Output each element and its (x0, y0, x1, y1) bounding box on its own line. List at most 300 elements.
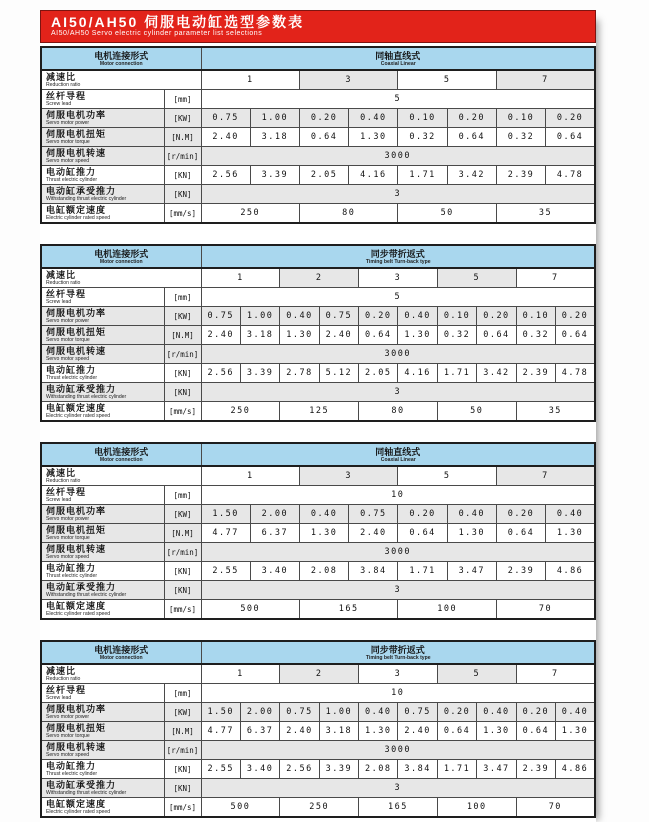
label-ratio-en: Reduction ratio (46, 676, 81, 682)
row-ratio (41, 70, 595, 90)
cell-lead: 5 (201, 288, 595, 307)
label-torque-zh: 伺服电机扭矩 (46, 723, 107, 733)
cell-thrust-9: 4.86 (556, 760, 595, 779)
label-power-en: Servo motor power (46, 714, 90, 720)
cell-thrust-5: 3.42 (447, 166, 496, 185)
cell-power-5: 0.75 (398, 703, 437, 722)
cell-torque-5: 1.30 (398, 326, 437, 345)
unit-thrust: [KN] (164, 760, 201, 779)
cell-rated-2: 80 (359, 402, 438, 422)
cell-power-7: 0.40 (546, 505, 595, 524)
motor-connection-header (41, 47, 201, 70)
row-withstand (41, 383, 595, 402)
cell-thrust-3: 4.16 (349, 166, 398, 185)
cell-torque-8: 0.64 (516, 722, 555, 741)
cell-thrust-4: 1.71 (398, 166, 447, 185)
cell-torque-4: 0.64 (359, 326, 398, 345)
motor-connection-header (41, 245, 201, 268)
label-speed-zh: 伺服电机转速 (46, 346, 107, 356)
spec-table-3 (40, 442, 596, 620)
row-label-torque (41, 524, 164, 543)
row-power (41, 505, 595, 524)
row-label-thrust (41, 364, 164, 383)
cell-torque-7: 1.30 (477, 722, 516, 741)
label-speed-en: Servo motor speed (46, 158, 90, 164)
cell-thrust-4: 2.05 (359, 364, 398, 383)
cell-lead: 5 (201, 90, 595, 109)
motor-connection-en: Motor connection (99, 654, 143, 661)
cell-torque-4: 0.64 (398, 524, 447, 543)
title-banner (40, 10, 596, 43)
label-power-en: Servo motor power (46, 120, 90, 126)
row-torque (41, 524, 595, 543)
cell-thrust-0: 2.56 (201, 166, 250, 185)
label-withstand-en: Withstanding thrust electric cylinder (46, 790, 127, 796)
row-ratio (41, 268, 595, 288)
cell-torque-2: 0.64 (299, 128, 348, 147)
row-lead (41, 288, 595, 307)
row-thrust (41, 166, 595, 185)
row-power (41, 703, 595, 722)
row-speed (41, 345, 595, 364)
cell-rated-4: 70 (516, 798, 595, 818)
cell-thrust-7: 3.47 (477, 760, 516, 779)
unit-rated: [mm/s] (164, 204, 201, 224)
cell-withstand: 3 (201, 779, 595, 798)
cell-torque-1: 3.18 (250, 128, 299, 147)
row-speed (41, 147, 595, 166)
row-label-thrust (41, 562, 164, 581)
label-thrust-en: Thrust electric cylinder (46, 573, 98, 579)
label-power-zh: 伺服电机功率 (46, 308, 107, 318)
row-ratio (41, 664, 595, 684)
cell-torque-5: 2.40 (398, 722, 437, 741)
label-rated-en: Electric cylinder rated speed (46, 215, 111, 221)
cell-torque-0: 2.40 (201, 326, 240, 345)
cell-thrust-0: 2.55 (201, 760, 240, 779)
cell-power-3: 0.75 (319, 307, 358, 326)
row-label-power (41, 703, 164, 722)
motor-connection-zh: 电机连接形式 (94, 248, 149, 259)
label-rated-zh: 电缸额定速度 (46, 403, 107, 413)
cell-power-6: 0.10 (437, 307, 476, 326)
row-withstand (41, 581, 595, 600)
row-power (41, 109, 595, 128)
cell-thrust-3: 5.12 (319, 364, 358, 383)
cell-torque-5: 1.30 (447, 524, 496, 543)
cell-torque-2: 1.30 (280, 326, 319, 345)
cell-power-8: 0.20 (516, 703, 555, 722)
row-lead (41, 684, 595, 703)
cylinder-type-header (201, 47, 595, 70)
cell-withstand: 3 (201, 383, 595, 402)
row-rated (41, 798, 595, 818)
row-rated (41, 204, 595, 224)
cell-torque-8: 0.32 (516, 326, 555, 345)
cell-speed: 3000 (201, 345, 595, 364)
row-thrust (41, 364, 595, 383)
cell-rated-1: 250 (280, 798, 359, 818)
cell-rated-2: 100 (398, 600, 496, 620)
row-label-power (41, 505, 164, 524)
row-label-torque (41, 128, 164, 147)
cell-ratio-3: 7 (496, 466, 595, 486)
label-thrust-zh: 电动缸推力 (46, 365, 97, 375)
cell-power-1: 2.00 (250, 505, 299, 524)
unit-speed: [r/min] (164, 543, 201, 562)
cell-ratio-1: 2 (280, 268, 359, 288)
label-withstand-zh: 电动缸承受推力 (46, 186, 117, 196)
cell-power-1: 1.00 (240, 307, 279, 326)
row-label-torque (41, 326, 164, 345)
row-label-rated (41, 798, 164, 818)
row-label-speed (41, 543, 164, 562)
cell-torque-6: 0.64 (496, 524, 545, 543)
cell-torque-3: 2.40 (349, 524, 398, 543)
cell-thrust-1: 3.40 (240, 760, 279, 779)
unit-power: [KW] (164, 109, 201, 128)
label-torque-en: Servo motor torque (46, 535, 90, 541)
label-speed-zh: 伺服电机转速 (46, 544, 107, 554)
cell-rated-3: 35 (496, 204, 595, 224)
cell-thrust-2: 2.56 (280, 760, 319, 779)
tables-host (40, 46, 596, 818)
row-label-lead (41, 90, 164, 109)
row-label-ratio (41, 466, 201, 486)
row-label-rated (41, 402, 164, 422)
cylinder-type-header (201, 245, 595, 268)
cell-thrust-7: 3.42 (477, 364, 516, 383)
cell-power-6: 0.20 (496, 505, 545, 524)
label-rated-en: Electric cylinder rated speed (46, 611, 111, 617)
cell-ratio-0: 1 (201, 70, 299, 90)
cell-ratio-1: 2 (280, 664, 359, 684)
row-label-withstand (41, 581, 164, 600)
unit-withstand: [KN] (164, 581, 201, 600)
cell-power-0: 0.75 (201, 307, 240, 326)
cell-torque-4: 0.32 (398, 128, 447, 147)
cell-power-2: 0.75 (280, 703, 319, 722)
motor-connection-zh: 电机连接形式 (94, 644, 149, 655)
cell-lead: 10 (201, 486, 595, 505)
motor-connection-zh: 电机连接形式 (94, 50, 149, 61)
row-label-withstand (41, 185, 164, 204)
page-subtitle: AI50/AH50 Servo electric cylinder parameter list selections (51, 30, 263, 37)
cell-torque-1: 3.18 (240, 326, 279, 345)
cell-thrust-5: 3.84 (398, 760, 437, 779)
row-torque (41, 722, 595, 741)
cell-torque-0: 4.77 (201, 722, 240, 741)
label-thrust-zh: 电动缸推力 (46, 167, 97, 177)
cell-speed: 3000 (201, 147, 595, 166)
cell-power-9: 0.40 (556, 703, 595, 722)
cell-thrust-2: 2.78 (280, 364, 319, 383)
cell-ratio-0: 1 (201, 268, 280, 288)
cell-rated-1: 80 (299, 204, 397, 224)
cell-power-2: 0.40 (299, 505, 348, 524)
label-speed-zh: 伺服电机转速 (46, 742, 107, 752)
label-withstand-en: Withstanding thrust electric cylinder (46, 394, 127, 400)
cell-rated-3: 50 (437, 402, 516, 422)
row-label-speed (41, 345, 164, 364)
unit-speed: [r/min] (164, 345, 201, 364)
cell-torque-6: 0.32 (437, 326, 476, 345)
label-torque-en: Servo motor torque (46, 733, 90, 739)
page-title: AI50/AH50 伺服电动缸选型参数表 (51, 14, 305, 30)
cell-power-5: 0.20 (447, 109, 496, 128)
row-lead (41, 90, 595, 109)
label-lead-zh: 丝杆导程 (46, 487, 87, 497)
cell-torque-2: 1.30 (299, 524, 348, 543)
unit-torque: [N.M] (164, 722, 201, 741)
cell-power-2: 0.40 (280, 307, 319, 326)
cylinder-type-zh: 同步带折返式 (370, 644, 425, 655)
cylinder-type-zh: 同轴直线式 (375, 50, 421, 61)
row-withstand (41, 779, 595, 798)
label-thrust-zh: 电动缸推力 (46, 563, 97, 573)
cell-power-6: 0.10 (496, 109, 545, 128)
cell-thrust-1: 3.40 (250, 562, 299, 581)
label-speed-en: Servo motor speed (46, 554, 90, 560)
spec-table-2 (40, 244, 596, 422)
cell-ratio-4: 7 (516, 664, 595, 684)
cell-torque-3: 1.30 (349, 128, 398, 147)
label-torque-zh: 伺服电机扭矩 (46, 327, 107, 337)
row-label-speed (41, 741, 164, 760)
unit-power: [KW] (164, 505, 201, 524)
cell-torque-1: 6.37 (250, 524, 299, 543)
cell-torque-2: 2.40 (280, 722, 319, 741)
unit-lead: [mm] (164, 90, 201, 109)
cell-thrust-3: 3.84 (349, 562, 398, 581)
cell-power-7: 0.20 (546, 109, 595, 128)
cell-speed: 3000 (201, 543, 595, 562)
spec-table-4 (40, 640, 596, 818)
label-power-en: Servo motor power (46, 516, 90, 522)
label-lead-zh: 丝杆导程 (46, 289, 87, 299)
cell-rated-0: 500 (201, 600, 299, 620)
label-lead-en: Screw lead (46, 497, 72, 503)
cell-rated-3: 70 (496, 600, 595, 620)
row-torque (41, 128, 595, 147)
cell-power-2: 0.20 (299, 109, 348, 128)
cell-power-0: 0.75 (201, 109, 250, 128)
label-rated-en: Electric cylinder rated speed (46, 809, 111, 815)
cell-thrust-1: 3.39 (250, 166, 299, 185)
motor-connection-header (41, 641, 201, 664)
unit-lead: [mm] (164, 684, 201, 703)
label-torque-en: Servo motor torque (46, 337, 90, 343)
unit-power: [KW] (164, 703, 201, 722)
header-row (41, 443, 595, 466)
cell-power-4: 0.20 (398, 505, 447, 524)
cell-ratio-0: 1 (201, 664, 280, 684)
cell-thrust-6: 1.71 (437, 364, 476, 383)
cell-ratio-2: 3 (359, 268, 438, 288)
cell-thrust-2: 2.08 (299, 562, 348, 581)
cell-thrust-7: 4.86 (546, 562, 595, 581)
label-rated-zh: 电缸额定速度 (46, 799, 107, 809)
motor-connection-en: Motor connection (99, 456, 143, 463)
row-label-withstand (41, 383, 164, 402)
cell-thrust-7: 4.78 (546, 166, 595, 185)
label-thrust-en: Thrust electric cylinder (46, 771, 98, 777)
label-withstand-en: Withstanding thrust electric cylinder (46, 592, 127, 598)
cell-power-1: 2.00 (240, 703, 279, 722)
unit-thrust: [KN] (164, 364, 201, 383)
cell-rated-0: 250 (201, 204, 299, 224)
cell-power-5: 0.40 (398, 307, 437, 326)
row-label-rated (41, 600, 164, 620)
label-withstand-zh: 电动缸承受推力 (46, 384, 117, 394)
cell-power-3: 0.40 (349, 109, 398, 128)
label-thrust-zh: 电动缸推力 (46, 761, 97, 771)
label-thrust-en: Thrust electric cylinder (46, 177, 98, 183)
cell-withstand: 3 (201, 185, 595, 204)
label-speed-en: Servo motor speed (46, 752, 90, 758)
cylinder-type-header (201, 641, 595, 664)
label-lead-zh: 丝杆导程 (46, 685, 87, 695)
label-lead-en: Screw lead (46, 299, 72, 305)
cell-power-3: 1.00 (319, 703, 358, 722)
label-ratio-zh: 减速比 (46, 666, 77, 676)
unit-rated: [mm/s] (164, 798, 201, 818)
cylinder-type-en: Timing belt Turn-back type (365, 258, 431, 265)
motor-connection-en: Motor connection (99, 60, 143, 67)
unit-thrust: [KN] (164, 562, 201, 581)
label-lead-zh: 丝杆导程 (46, 91, 87, 101)
cell-thrust-6: 1.71 (437, 760, 476, 779)
cell-power-7: 0.40 (477, 703, 516, 722)
header-row (41, 47, 595, 70)
label-rated-en: Electric cylinder rated speed (46, 413, 111, 419)
unit-thrust: [KN] (164, 166, 201, 185)
spec-table-1 (40, 46, 596, 224)
cell-ratio-2: 5 (398, 466, 496, 486)
cell-thrust-0: 2.56 (201, 364, 240, 383)
cell-torque-7: 0.64 (477, 326, 516, 345)
cell-power-9: 0.20 (556, 307, 595, 326)
row-rated (41, 402, 595, 422)
cell-power-4: 0.20 (359, 307, 398, 326)
row-label-thrust (41, 760, 164, 779)
cylinder-type-en: Coaxial Linear (380, 60, 416, 67)
row-torque (41, 326, 595, 345)
cell-thrust-3: 3.39 (319, 760, 358, 779)
cell-thrust-8: 2.39 (516, 760, 555, 779)
cell-ratio-3: 5 (437, 268, 516, 288)
cell-torque-1: 6.37 (240, 722, 279, 741)
unit-torque: [N.M] (164, 326, 201, 345)
motor-connection-en: Motor connection (99, 258, 143, 265)
row-lead (41, 486, 595, 505)
cell-rated-0: 250 (201, 402, 280, 422)
cell-power-6: 0.20 (437, 703, 476, 722)
unit-torque: [N.M] (164, 524, 201, 543)
cell-rated-3: 100 (437, 798, 516, 818)
row-label-lead (41, 486, 164, 505)
unit-rated: [mm/s] (164, 600, 201, 620)
cell-thrust-6: 2.39 (496, 562, 545, 581)
label-power-en: Servo motor power (46, 318, 90, 324)
row-ratio (41, 466, 595, 486)
cylinder-type-zh: 同轴直线式 (375, 446, 421, 457)
label-rated-zh: 电缸额定速度 (46, 601, 107, 611)
label-power-zh: 伺服电机功率 (46, 704, 107, 714)
cell-thrust-8: 2.39 (516, 364, 555, 383)
cell-power-1: 1.00 (250, 109, 299, 128)
row-label-ratio (41, 70, 201, 90)
label-speed-en: Servo motor speed (46, 356, 90, 362)
cell-torque-7: 0.64 (546, 128, 595, 147)
cell-ratio-4: 7 (516, 268, 595, 288)
label-thrust-en: Thrust electric cylinder (46, 375, 98, 381)
cell-torque-5: 0.64 (447, 128, 496, 147)
unit-rated: [mm/s] (164, 402, 201, 422)
label-ratio-en: Reduction ratio (46, 280, 81, 286)
cell-power-0: 1.50 (201, 703, 240, 722)
row-label-power (41, 109, 164, 128)
unit-withstand: [KN] (164, 779, 201, 798)
row-speed (41, 543, 595, 562)
label-ratio-en: Reduction ratio (46, 82, 81, 88)
unit-torque: [N.M] (164, 128, 201, 147)
row-thrust (41, 760, 595, 779)
cell-thrust-5: 4.16 (398, 364, 437, 383)
motor-connection-zh: 电机连接形式 (94, 446, 149, 457)
row-thrust (41, 562, 595, 581)
cell-rated-0: 500 (201, 798, 280, 818)
cylinder-type-zh: 同步带折返式 (370, 248, 425, 259)
cell-speed: 3000 (201, 741, 595, 760)
label-ratio-zh: 减速比 (46, 72, 77, 82)
label-power-zh: 伺服电机功率 (46, 110, 107, 120)
row-speed (41, 741, 595, 760)
unit-lead: [mm] (164, 486, 201, 505)
row-label-torque (41, 722, 164, 741)
datasheet-page (40, 10, 596, 822)
row-rated (41, 600, 595, 620)
row-label-ratio (41, 268, 201, 288)
cell-ratio-1: 3 (299, 466, 397, 486)
label-speed-zh: 伺服电机转速 (46, 148, 107, 158)
cell-thrust-0: 2.55 (201, 562, 250, 581)
cell-torque-7: 1.30 (546, 524, 595, 543)
row-label-thrust (41, 166, 164, 185)
cell-ratio-3: 7 (496, 70, 595, 90)
cylinder-type-en: Coaxial Linear (380, 456, 416, 463)
cell-ratio-3: 5 (437, 664, 516, 684)
cell-withstand: 3 (201, 581, 595, 600)
row-label-lead (41, 288, 164, 307)
cell-ratio-0: 1 (201, 466, 299, 486)
label-ratio-zh: 减速比 (46, 270, 77, 280)
unit-speed: [r/min] (164, 147, 201, 166)
cylinder-type-header (201, 443, 595, 466)
row-label-ratio (41, 664, 201, 684)
label-withstand-en: Withstanding thrust electric cylinder (46, 196, 127, 202)
cylinder-type-en: Timing belt Turn-back type (365, 654, 431, 661)
label-torque-zh: 伺服电机扭矩 (46, 129, 107, 139)
cell-thrust-5: 3.47 (447, 562, 496, 581)
cell-power-4: 0.10 (398, 109, 447, 128)
unit-lead: [mm] (164, 288, 201, 307)
row-label-lead (41, 684, 164, 703)
unit-speed: [r/min] (164, 741, 201, 760)
label-withstand-zh: 电动缸承受推力 (46, 582, 117, 592)
cell-torque-3: 2.40 (319, 326, 358, 345)
cell-torque-0: 2.40 (201, 128, 250, 147)
